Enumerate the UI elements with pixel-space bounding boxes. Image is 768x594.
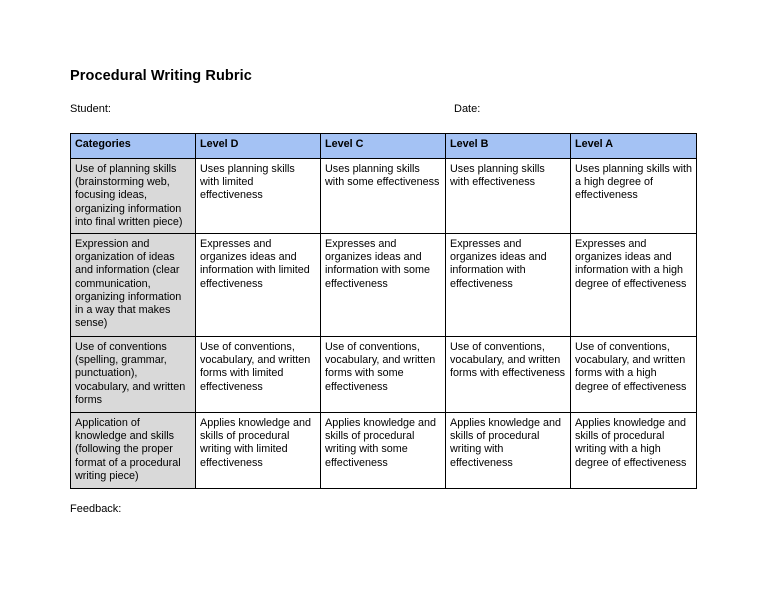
level-d-cell: Uses planning skills with limited effectiveness — [196, 159, 321, 234]
level-c-cell: Use of conventions, vocabulary, and written forms with some effectiveness — [321, 337, 446, 413]
header-level-b: Level B — [446, 134, 571, 159]
category-cell: Application of knowledge and skills (following the proper format of a procedural writing piece) — [71, 413, 196, 489]
header-level-c: Level C — [321, 134, 446, 159]
header-level-d: Level D — [196, 134, 321, 159]
document-title: Procedural Writing Rubric — [70, 68, 252, 84]
level-c-cell: Expresses and organizes ideas and information with some effectiveness — [321, 234, 446, 337]
student-label: Student: — [70, 103, 111, 115]
level-c-cell: Applies knowledge and skills of procedural writing with some effectiveness — [321, 413, 446, 489]
category-cell: Expression and organization of ideas and information (clear communication, organizing information in a way that makes sense) — [71, 234, 196, 337]
level-d-cell: Expresses and organizes ideas and information with limited effectiveness — [196, 234, 321, 337]
category-cell: Use of planning skills (brainstorming web, focusing ideas, organizing information into final written piece) — [71, 159, 196, 234]
rubric-table — [70, 133, 697, 489]
level-b-cell: Expresses and organizes ideas and information with effectiveness — [446, 234, 571, 337]
level-b-cell: Uses planning skills with effectiveness — [446, 159, 571, 234]
table-row — [71, 159, 697, 234]
table-row — [71, 337, 697, 413]
level-b-cell: Use of conventions, vocabulary, and written forms with effectiveness — [446, 337, 571, 413]
level-a-cell: Uses planning skills with a high degree of effectiveness — [571, 159, 697, 234]
level-a-cell: Expresses and organizes ideas and information with a high degree of effectiveness — [571, 234, 697, 337]
table-header-row — [71, 134, 697, 159]
level-d-cell: Use of conventions, vocabulary, and written forms with limited effectiveness — [196, 337, 321, 413]
feedback-label: Feedback: — [70, 503, 122, 515]
level-d-cell: Applies knowledge and skills of procedural writing with limited effectiveness — [196, 413, 321, 489]
level-a-cell: Applies knowledge and skills of procedural writing with a high degree of effectiveness — [571, 413, 697, 489]
table-row — [71, 234, 697, 337]
level-b-cell: Applies knowledge and skills of procedural writing with effectiveness — [446, 413, 571, 489]
header-level-a: Level A — [571, 134, 697, 159]
header-categories: Categories — [71, 134, 196, 159]
level-c-cell: Uses planning skills with some effectiveness — [321, 159, 446, 234]
table-row — [71, 413, 697, 489]
category-cell: Use of conventions (spelling, grammar, punctuation), vocabulary, and written forms — [71, 337, 196, 413]
date-label: Date: — [454, 103, 481, 115]
level-a-cell: Use of conventions, vocabulary, and written forms with a high degree of effectiveness — [571, 337, 697, 413]
